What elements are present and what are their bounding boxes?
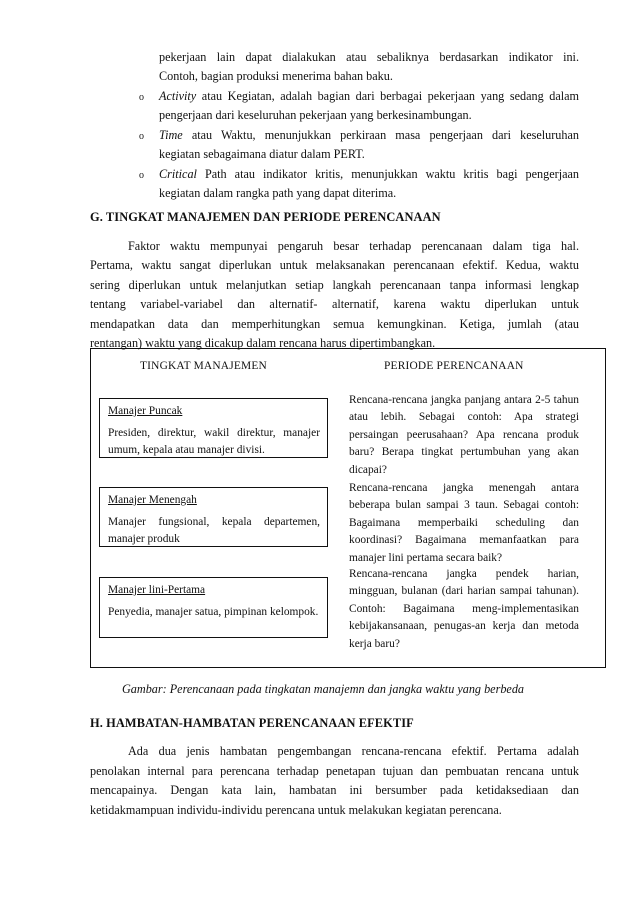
column-header-management: TINGKAT MANAJEMEN bbox=[140, 360, 267, 372]
management-level-title: Manajer lini-Pertama bbox=[108, 584, 206, 596]
management-level-box bbox=[99, 577, 328, 638]
list-text: kegiatan sebagaimana diatur dalam PERT. bbox=[159, 147, 365, 161]
list-term: Time bbox=[159, 128, 183, 142]
figure-caption: Gambar: Perencanaan pada tingkatan manajemn dan jangka waktu yang berbeda bbox=[122, 682, 525, 696]
planning-period-text: Rencana-rencana jangka pendek harian, mingguan, bulanan (dari harian sampai tahunan). Contoh: Bagaimana meng-implementasikan kebijakansanaan, penugas-an kerja dan metoda kerja baru? bbox=[349, 568, 579, 650]
planning-period-text: Rencana-rencana jangka panjang antara 2-5 tahun atau lebih. Sebagai contoh: Apa strategi persaingan peerusahaan? Apa rencana produk baru? Berapa tingkat pertumbuhan yang akan dicapai? bbox=[349, 394, 579, 476]
section-g-heading: G. TINGKAT MANAJEMEN DAN PERIODE PERENCANAAN bbox=[90, 210, 441, 224]
paragraph-line: mendapatkan data dan memperhitungkan semua kemungkinan. Ketiga, jumlah (atau bbox=[90, 317, 579, 331]
list-text: atau Waktu, menunjukkan perkiraan masa pengerjaan dari keseluruhan bbox=[191, 128, 579, 142]
list-item-critical bbox=[159, 165, 579, 185]
management-level-title: Manajer Menengah bbox=[108, 494, 197, 506]
list-text: atau Kegiatan, adalah bagian dari berbagai pekerjaan yang sedang dalam bbox=[201, 89, 580, 103]
management-level-box bbox=[99, 487, 328, 547]
column-header-period: PERIODE PERENCANAAN bbox=[384, 360, 524, 372]
list-text: pengerjaan dari keseluruhan pekerjaan yang berkesinambungan. bbox=[159, 108, 472, 122]
paragraph-line: Ada dua jenis hambatan pengembangan rencana-rencana efektif. Pertama adalah bbox=[128, 744, 579, 758]
bullet-marker: o bbox=[139, 131, 144, 142]
paragraph-line: Faktor waktu mempunyai pengaruh besar terhadap perencanaan dalam tiga hal. bbox=[128, 239, 579, 253]
list-term: Activity bbox=[159, 89, 197, 103]
management-level-box bbox=[99, 398, 328, 458]
list-text: Path atau indikator kritis, menunjukkan waktu kritis bagi pengerjaan bbox=[204, 167, 580, 181]
bullet-marker: o bbox=[139, 170, 144, 181]
paragraph-line: Pertama, waktu sangat diperlukan untuk melaksanakan perencanaan efektif. Kedua, waktu bbox=[90, 258, 579, 272]
management-level-body: Manajer fungsional, kepala departemen, manajer produk bbox=[108, 516, 320, 545]
paragraph-line: ketidakmampuan individu-individu perencana untuk melakukan kegiatan perencana. bbox=[90, 803, 502, 817]
management-level-body: Presiden, direktur, wakil direktur, manajer umum, kepala atau manajer divisi. bbox=[108, 427, 320, 456]
list-continuation-line: pekerjaan lain dapat dialakukan atau sebaliknya berdasarkan indikator ini. bbox=[159, 50, 579, 64]
list-text: kegiatan dalam rangka path yang dapat diterima. bbox=[159, 186, 397, 200]
section-h-heading: H. HAMBATAN-HAMBATAN PERENCANAAN EFEKTIF bbox=[90, 716, 414, 730]
paragraph-line: mencapainya. Dengan kata lain, hambatan ini bersumber pada ketidaksediaan dan bbox=[90, 783, 579, 797]
paragraph-line: penolakan internal para perencana terhadap penetapan tujuan dan pembuatan rencana untuk bbox=[90, 764, 579, 778]
list-term: Critical bbox=[159, 167, 197, 181]
paragraph-line: tentang variabel-variabel dan alternatif- alternatif, karena waktu diperlukan untuk bbox=[90, 297, 579, 311]
paragraph-line: sering diperlukan untuk melanjutkan setiap langkah perencanaan tanpa informasi lengkap bbox=[90, 278, 579, 292]
list-item-time bbox=[159, 126, 579, 146]
paragraph-line: rentangan) waktu yang dicakup dalam rencana harus dipertimbangkan. bbox=[90, 336, 436, 350]
list-item-activity bbox=[159, 87, 579, 107]
management-level-title: Manajer Puncak bbox=[108, 405, 183, 417]
bullet-marker: o bbox=[139, 92, 144, 103]
planning-period-text: Rencana-rencana jangka menengah antara beberapa bulan sampai 3 taun. Sebagai contoh: Bagaimana memperbaiki scheduling dan koordinasi? Bagaimana memanfaatkan para manajer lini pertama secara baik? bbox=[349, 482, 579, 564]
list-continuation-line: Contoh, bagian produksi menerima bahan baku. bbox=[159, 69, 393, 83]
management-level-body: Penyedia, manajer satua, pimpinan kelompok. bbox=[108, 606, 319, 618]
